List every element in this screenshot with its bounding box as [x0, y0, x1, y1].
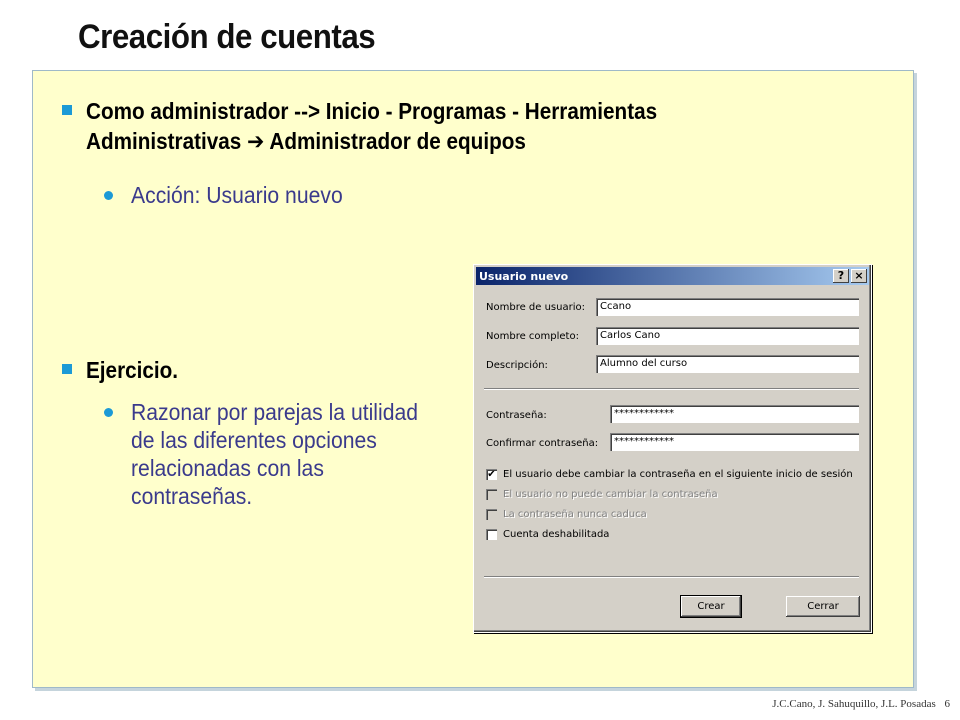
sub-bullet-exercise	[104, 398, 471, 510]
sub-bullet-action-text: Acción: Usuario nuevo	[131, 182, 343, 208]
description-label: Descripción:	[486, 360, 548, 371]
fullname-label: Nombre completo:	[486, 331, 579, 342]
new-user-dialog	[473, 264, 872, 633]
checkbox-icon[interactable]	[486, 529, 497, 540]
confirm-password-field[interactable]: ************	[610, 433, 859, 451]
sub-bullet-exercise-text: Razonar por parejas la utilidad de las diferentes opciones relacionadas con las contraseñas.	[131, 399, 419, 509]
close-button[interactable]: Cerrar	[786, 596, 860, 617]
dialog-title: Usuario nuevo	[479, 269, 569, 283]
separator	[484, 576, 859, 578]
slide-title: Creación de cuentas	[78, 18, 376, 56]
confirm-password-label: Confirmar contraseña:	[486, 438, 599, 449]
create-button[interactable]: Crear	[681, 596, 741, 617]
checkbox-checked-icon[interactable]: ✔	[487, 469, 496, 480]
square-bullet-icon	[62, 105, 72, 115]
bullet-navigation-line2	[86, 126, 657, 157]
square-bullet-icon	[62, 364, 72, 374]
page-number: 6	[944, 698, 950, 710]
close-icon[interactable]: ×	[851, 269, 867, 283]
slide-footer	[772, 698, 950, 710]
username-label: Nombre de usuario:	[486, 302, 585, 313]
right-arrow-icon: ➔	[247, 129, 265, 155]
bullet-navigation-part-a: Administrativas	[86, 128, 242, 154]
account-disabled-option[interactable]	[486, 529, 609, 540]
bullet-exercise	[62, 355, 188, 385]
cannot-change-password-option[interactable]	[486, 489, 718, 500]
bullet-navigation-line1: Como administrador --> Inicio - Programas - Herramientas	[86, 98, 658, 124]
fullname-field[interactable]: Carlos Cano	[596, 327, 859, 345]
must-change-password-option[interactable]	[486, 469, 853, 480]
bullet-navigation	[62, 96, 721, 157]
bullet-exercise-text: Ejercicio.	[86, 357, 179, 383]
password-never-expires-option[interactable]	[486, 509, 647, 520]
description-field[interactable]: Alumno del curso	[596, 355, 859, 373]
bullet-navigation-part-b: Administrador de equipos	[269, 128, 526, 154]
username-field[interactable]: Ccano	[596, 298, 859, 316]
separator	[484, 388, 859, 390]
cannot-change-password-label: El usuario no puede cambiar la contraseña	[503, 489, 718, 500]
round-bullet-icon	[104, 408, 113, 417]
must-change-password-label: El usuario debe cambiar la contraseña en el siguiente inicio de sesión	[503, 469, 853, 480]
footer-authors: J.C.Cano, J. Sahuquillo, J.L. Posadas	[772, 698, 936, 710]
help-icon[interactable]: ?	[833, 269, 849, 283]
account-disabled-label: Cuenta deshabilitada	[503, 529, 610, 540]
checkbox-disabled-icon[interactable]	[486, 489, 497, 500]
dialog-titlebar[interactable]	[476, 267, 869, 285]
password-never-expires-label: La contraseña nunca caduca	[503, 509, 647, 520]
sub-bullet-action	[104, 181, 361, 209]
checkbox-disabled-icon[interactable]	[486, 509, 497, 520]
password-label: Contraseña:	[486, 410, 547, 421]
password-field[interactable]: ************	[610, 405, 859, 423]
round-bullet-icon	[104, 191, 113, 200]
